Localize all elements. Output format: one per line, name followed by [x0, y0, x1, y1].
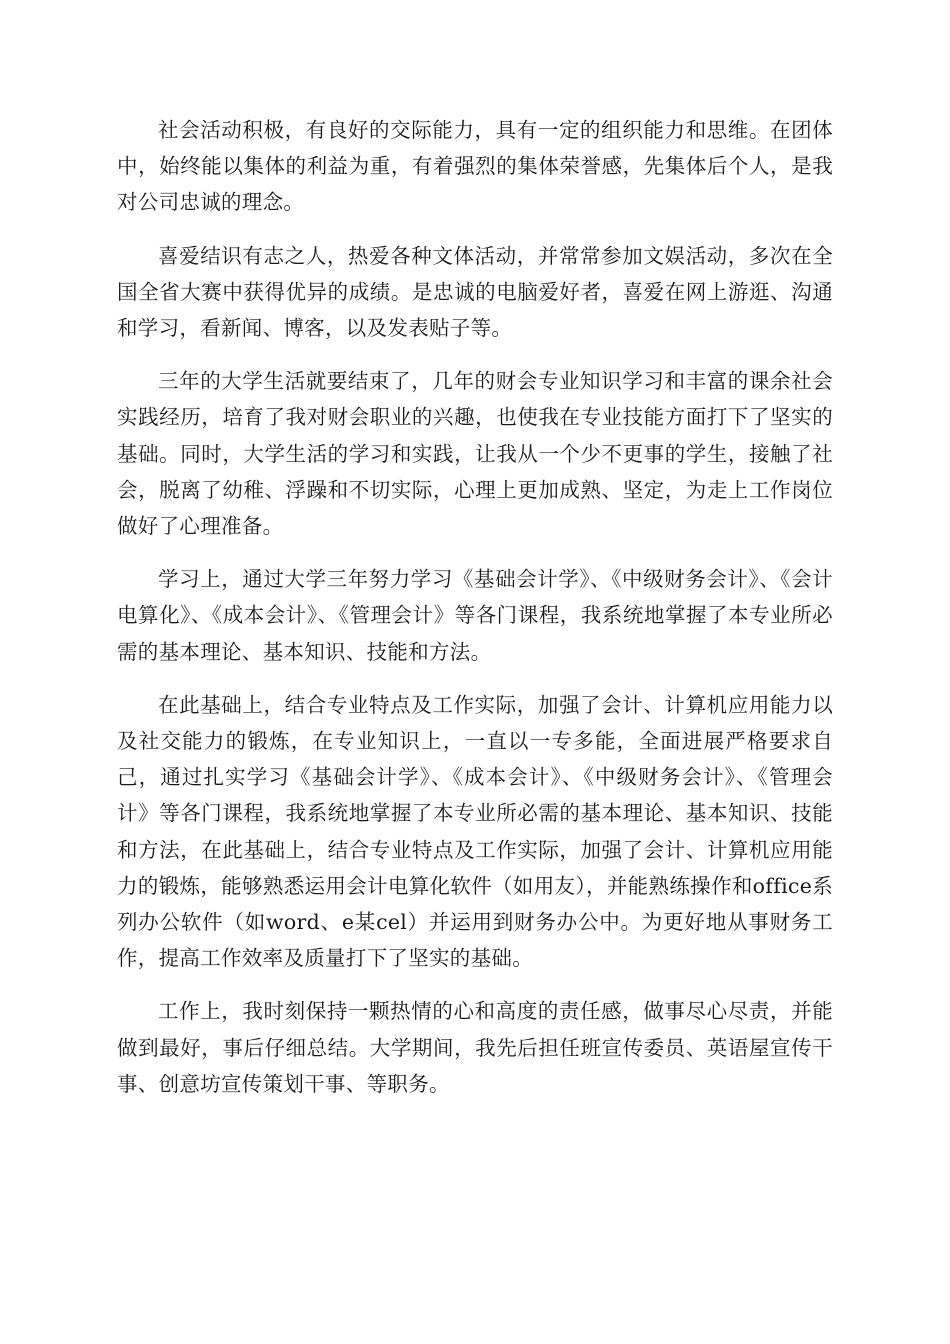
paragraph-work: 工作上，我时刻保持一颗热情的心和高度的责任感，做事尽心尽责，并能做到最好，事后仔细总结。大学期间，我先后担任班宣传委员、英语屋宣传干事、创意坊宣传策划干事、等职务。 [117, 999, 833, 1096]
paragraph-professional-skills: 在此基础上，结合专业特点及工作实际，加强了会计、计算机应用能力以及社交能力的锻炼，在专业知识上，一直以一专多能，全面进展严格要求自己，通过扎实学习《基础会计学》、《成本会计》、《中级财务会计》、《管理会计》等各门课程，我系统地掌握了本专业所必需的基本理论、基本知识、技能和方法，在此基础上，结合专业特点及工作实际，加强了会计、计算机应用能力的锻炼，能够熟悉运用会计电算化软件（如用友），并能熟练操作和office系列办公软件（如word、e某cel）并运用到财务办公中。为更好地从事财务工作，提高工作效率及质量打下了坚实的基础。 [117, 692, 833, 971]
paragraph-university-life: 三年的大学生活就要结束了，几年的财会专业知识学习和丰富的课余社会实践经历，培育了我对财会职业的兴趣，也使我在专业技能方面打下了坚实的基础。同时，大学生活的学习和实践，让我从一个少不更事的学生，接触了社会，脱离了幼稚、浮躁和不切实际，心理上更加成熟、坚定，为走上工作岗位做好了心理准备。 [117, 369, 833, 539]
paragraph-hobbies: 喜爱结识有志之人，热爱各种文体活动，并常常参加文娱活动，多次在全国全省大赛中获得优异的成绩。是忠诚的电脑爱好者，喜爱在网上游逛、沟通和学习，看新闻、博客，以及发表贴子等。 [117, 243, 833, 341]
document-page [117, 112, 833, 1119]
paragraph-study: 学习上，通过大学三年努力学习《基础会计学》、《中级财务会计》、《会计电算化》、《成本会计》、《管理会计》等各门课程，我系统地掌握了本专业所必需的基本理论、基本知识、技能和方法。 [117, 567, 833, 664]
paragraph-social-activities: 社会活动积极，有良好的交际能力，具有一定的组织能力和思维。在团体中，始终能以集体的利益为重，有着强烈的集体荣誉感，先集体后个人，是我对公司忠诚的理念。 [117, 118, 833, 215]
